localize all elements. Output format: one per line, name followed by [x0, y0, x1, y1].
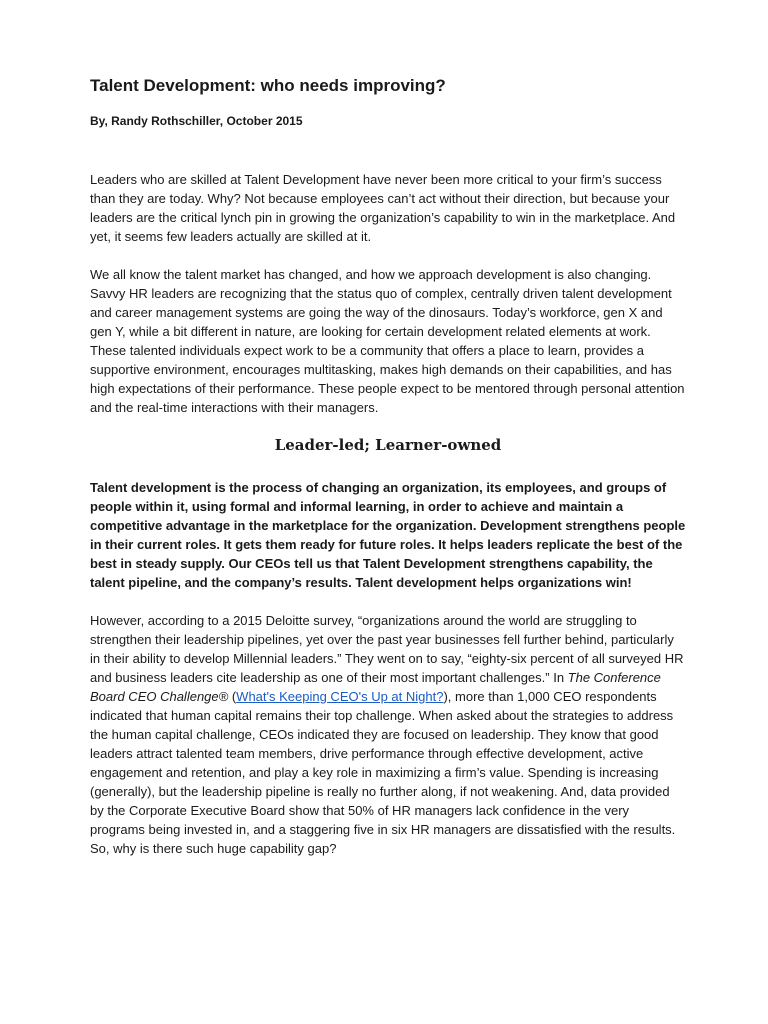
paragraph-text-part-3: ), more than 1,000 CEO respondents indicated that human capital remains their top challenge. When asked about the strategies to address the human capital challenge, CEOs indicated they are focused on leadership. They know that good leaders attract talented team members, drive performance through effective development, active engagement and retention, and play a key role in maximizing a firm’s value. Spending is increasing (generally), but the leadership pipeline is really no further along, if not weakening. And, data provided by the Corporate Executive Board show that 50% of HR managers lack confidence in the very programs being invested in, and a staggering five in six HR managers are dissatisfied with the results. So, why is there such huge capability gap? — [90, 689, 676, 856]
intro-paragraph-1: Leaders who are skilled at Talent Development have never been more critical to your firm’s success than they are today. Why? Not because employees can’t act without their direction, but because your leaders are the critical lynch pin in growing the organization’s capability to win in the marketplace. And yet, it seems few leaders actually are skilled at it. — [90, 172, 676, 244]
section-paragraph-1: Talent development is the process of changing an organization, its employees, and groups of people within it, using formal and informal learning, in order to achieve and maintain a competitive advantage in the marketplace for the organization. Development strengthens people in their current roles. It gets them ready for future roles. It helps leaders replicate the best of the best in steady supply. Our CEOs tell us that Talent Development strengthens capability, the talent pipeline, and the company’s results. Talent development helps organizations win! — [90, 480, 686, 590]
paragraph-text-part-2: ( — [228, 689, 237, 704]
section-heading: Leader-led; Learner-owned — [274, 436, 502, 454]
section-paragraph-2 — [90, 611, 686, 858]
ceo-challenge-link[interactable]: What's Keeping CEO's Up at Night? — [236, 689, 444, 704]
byline: By, Randy Rothschiller, October 2015 — [90, 114, 303, 128]
intro-paragraph-2: We all know the talent market has changed, and how we approach development is also changing. Savvy HR leaders are recognizing that the status quo of complex, centrally driven talent development and career management systems are going the way of the dinosaurs. Today’s workforce, gen X and gen Y, while a bit different in nature, are looking for certain development related elements at work. These talented individuals expect work to be a community that offers a place to learn, provides a supportive environment, encourages multitasking, makes high demands on their capabilities, and has high expectations of their performance. These people expect to be mentored through personal attention and the real-time interactions with their managers. — [90, 267, 685, 415]
document-title: Talent Development: who needs improving? — [90, 76, 446, 95]
paragraph-text-part-1: However, according to a 2015 Deloitte survey, “organizations around the world are struggling to strengthen their leadership pipelines, yet over the past year businesses fell further behind, particularly in their ability to develop Millennial leaders.” They went on to say, “eighty-six percent of all surveyed HR and business leaders cite leadership as one of their most important challenges.” In — [90, 613, 684, 685]
document-body — [90, 76, 686, 877]
citation-title: The Conference Board CEO Challenge® — [90, 670, 661, 704]
